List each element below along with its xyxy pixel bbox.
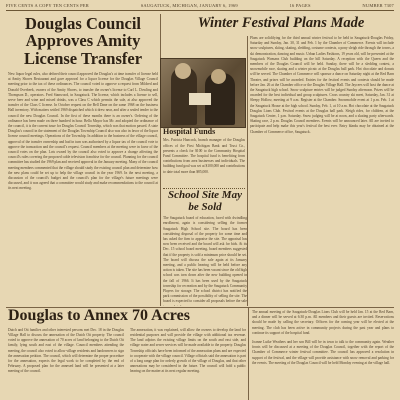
photo-caption	[163, 128, 245, 186]
article-douglas-council	[8, 15, 158, 305]
article-winter-festival	[250, 36, 394, 306]
column-rule	[247, 36, 248, 306]
article-douglas-annex-headline: Douglas to Annex 70 Acres	[8, 308, 190, 324]
right-column-body-b: Joanne Lutke Weathers and her son Bill will be in town to talk to the community again. Weather fronts will be discussed at a meeting of the Douglas Council, together with the report of the Chamber of Commerce winter festival committee. The council has approved a resolution in support of the festival, and the village will provide assistance with snow removal and parking for the events. The meeting of the Douglas Council will be held Monday evening at the village hall.	[252, 340, 394, 365]
photo-caption-title: Hospital Funds	[163, 128, 216, 136]
article-douglas-annex	[8, 308, 246, 400]
article-school-site	[163, 190, 247, 306]
article-douglas-council-body: New liquor legal rules, also defined their council approved the Douglas's at time transfer of license held at Amity Shores Restaurant and gave approval for a liquor license for the Douglas Village Council meeting prior to the tax of these ordinances. The council voted to approve a request from Mildred and Donald Overbeek, owners of the Amity Shores, to transfer the owner's license to Carl L. Dowling and Thompson D., operators. Fred Stanwood, in Saugatuck. The license, which includes a license to sell, serve beer and wine and mixed drinks, was a Class C which permits the sale, at also approved the transfer of the Class C license. In October request on the Bell Dane on the same 1968 on the business Hall inventory. With matters settled 1969 dispatched which it drew near, and after a sealed tender to the council the new Douglas Council. In the first of these months there is an owner's. Ordering of the ordinance has been made on three hundred in hour. Bella Mayor has Mr. and adopted the ordinance of the council, it is the current issue for Douglas Council Township, which was that motion passed. A state Douglas's council in the statement of the Douglas Township Council also was also in favor of the liquor license council meetings. Operations of the Township. In addition to the business of the village council, approval of the transfer ownership and had in turn was authorized by a liquor tax of the council vote to approve the transaction and the council's request. Council members at the meeting were in favor of the council votes on the plan. Lots owned by the council also voted to approve a change affecting the council's rules covering the proposed cable television franchise for the council. Planning for the council committee has studied the 1969 plan and received approval in the January meeting. Many of the council meeting members commented that the village should study the existing council plan and determine how the new plans could be set up to help the village council in the year 1969. In the next meeting, a discussion of the council's budget and the council's plan for the village's future meetings were discussed, and it was agreed that a committee would study and make recommendations to the council at its next meeting.	[8, 71, 158, 191]
article-winter-festival-body: Plans are solidifying for the third annual winter festival to be held in Saugatuck-Douglas Friday, Saturday and Sunday, Jan. 30, 31 and Feb. 1 by the Chamber of Commerce. Events will include snow sculptures, skiing, skating, sledding, costume contests, a pony sleigh ride through the towns, a ski demonstration, dancing and music. Urban Ladies Fashions, 19 years old, will be presented at the Saugatuck Womans Club building on the hill Saturday. A reception with the Queen and the members of the Douglas Council will be held. Sunday, there will be a sledding contest, a snowmobile race, skating and a winter picnic at the Douglas ball park. Hot chocolate and donuts will be served. The Chamber of Commerce will sponsor a dance on Saturday night at the Red Barn Theater, and prizes will be awarded. Entries for the festival events and contests should be made before Jan. 26 at the Chamber office or the Douglas Village Hall. The Jaycees will host the dance at the Saugatuck high school. Snow sculpture entries will be judged Sunday afternoon. Prizes will be awarded for the best individual and group sculptures. Cross country ski meet, Saturday, Jan. 31 at Sleepy Hollow, meeting at 9 a.m. Register at the Chamber. Snowmobile event at 1 p.m. Feb. 1 at the Saugatuck House at the high school. Sunday, Feb. 1, at 10 a.m. Hot chocolate at the Saugatuck Douglas Lions Club. Festival events at the Douglas ball park. Sleigh rides, for children, at the Saugatuck Center, 1 p.m. Saturday. Snow judging will be at noon, and a skating party afterwards. Skating race, 2 p.m. Douglas Council members. Events will be announced later. All are invited to participate and help make this year's festival the best ever. Entry blanks may be obtained at the Chamber of Commerce office, Saugatuck.	[250, 36, 394, 134]
masthead-left: FIVE CENTS A COPY TEN CENTS PER	[6, 3, 89, 8]
masthead	[6, 1, 394, 11]
article-winter-festival-headline: Winter Festival Plans Made	[197, 16, 365, 31]
divider	[163, 188, 245, 189]
right-column-body-a: The annual meeting of the Saugatuck-Douglas Lions Club will be held Jan. 15 at the Red Barn, and a dinner will be served at 6:30 p.m. All members and their guests are invited. Reservations should be made by calling the secretary. Officers for the coming year will be elected at the meeting. The club has been active in community projects during the past year and plans to continue its support of the hospital fund.	[252, 310, 394, 335]
article-school-site-headline: School Site May be Sold	[168, 190, 242, 213]
masthead-pages: 16 PAGES	[289, 3, 311, 8]
hospital-funds-photo	[160, 58, 246, 128]
article-douglas-council-headline: Douglas Council Approves Amity License Transfer	[23, 15, 143, 68]
masthead-number: NUMBER 7307	[362, 3, 394, 8]
right-column-bottom	[252, 310, 394, 400]
photo-caption-text: Mrs. Patricia Hancock, branch manager of the Douglas offices of the First Michigan Bank and Trust Co., presents a check for $100 to the Community Hospital Fund Committee. The hospital fund is benefiting from contributions from area businesses and individuals. The building fund goal was set at $100,000 and contributions to date total more than $85,000.	[163, 138, 245, 174]
article-school-site-body: The Saugatuck board of education, faced with dwindling enrollment, again is considering selling the former Saugatuck High School site. The board has been considering disposal of the property for some time and has asked the firm to appraise the site. The appraisal has now been received and the board will ask for bids. At its Dec. 15 school board meeting, board members suggested that if the property is sold a minimum price should be set. The board will discuss the sale again at its January meeting, and a public hearing will be held before any action is taken. The site has been vacant since the old high school was torn down after the new building opened in the fall of 1966. It has been used by the Saugatuck township for recreation and by the Saugatuck Community Players for storage. The school district has notified the park commission of the possibility of selling the site. The board is expected to consider all proposals before the sale	[163, 216, 247, 304]
article-douglas-annex-body-b: The annexation, it was explained, will allow the owners to develop the land for residential purposes and will provide the village with additional tax revenue. The land adjoins the existing village limits on the south and east side, and village water and sewer services will be made available to the property. Douglas Township officials have been informed of the annexation plans and are expected to cooperate with the village council. Village officials said the annexation is part of a long range plan for orderly growth of the village of Douglas, and that other annexations may be considered in the future. The council will hold a public hearing on the matter at its next regular meeting.	[130, 327, 246, 374]
column-rule	[248, 308, 249, 400]
masthead-date: SAUGATUCK, MICHIGAN, JANUARY 6, 1969	[140, 3, 238, 8]
article-douglas-annex-body-a: Dutch and Ott families and other interested persons met Dec. 18 in the Douglas Village Hall to discuss the annexation of the Dutch Ott property. The council voted to approve the annexation of 70 acres of land belonging to the Dutch Ott family, lying south and east of the village. Council members attending the meeting, the council also voted to allow village residents and landowners to sign the annexation petition. The council, which will determine the proper procedure for the annexation, expects the legal work to be completed by the end of February. A proposed plan for the annexed land will be presented at a later meeting of the council.	[8, 327, 124, 374]
